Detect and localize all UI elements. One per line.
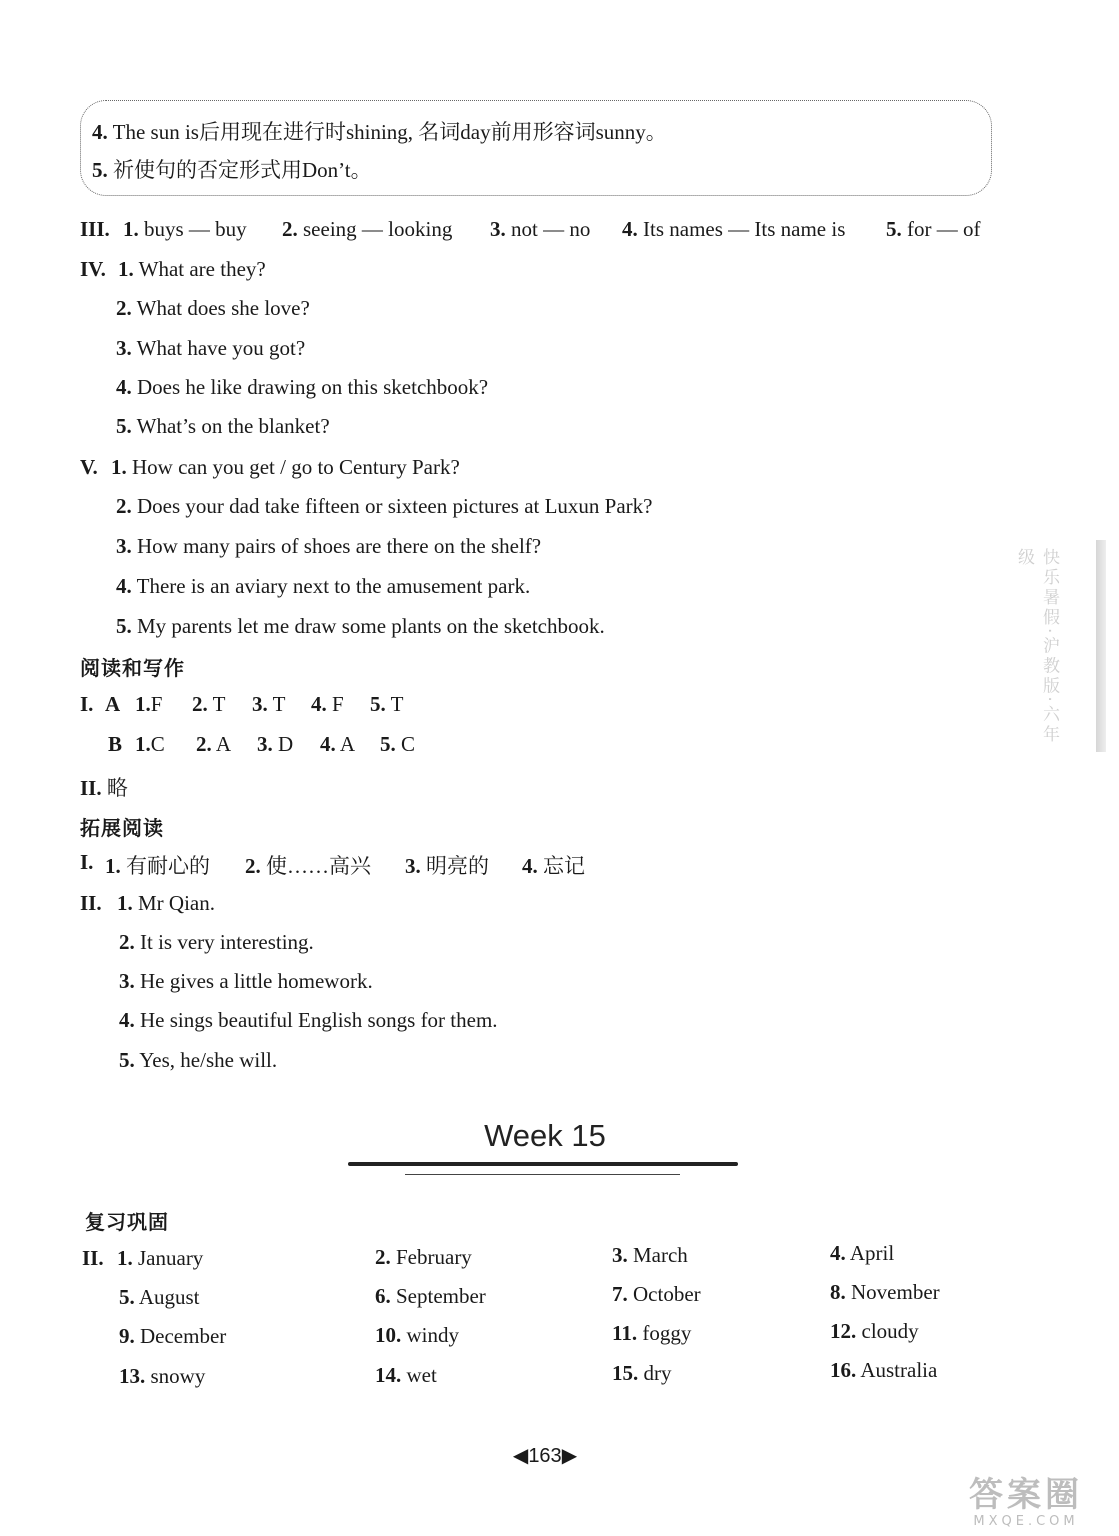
- rw-b-item: 4. A: [320, 732, 356, 756]
- watermark-logo: 答案圈: [969, 1475, 1083, 1515]
- s4-item: 3. What have you got?: [116, 336, 306, 360]
- w15-item: 16. Australia: [830, 1358, 938, 1382]
- right-triangle-icon: ▶: [561, 1445, 578, 1467]
- s5-item: 4. There is an aviary next to the amusement park.: [116, 574, 531, 598]
- er-i-item: 2. 使……高兴: [245, 854, 371, 878]
- rw-b-item: 5. C: [380, 732, 416, 756]
- watermark-url: MXQE.COM: [973, 1514, 1079, 1529]
- section-v-label: V.: [80, 455, 98, 479]
- er-ii-label: II.: [80, 891, 102, 915]
- left-triangle-icon: ◀: [512, 1445, 529, 1467]
- w15-item: 1. January: [117, 1246, 204, 1270]
- er-ii-item: 1. Mr Qian.: [117, 891, 215, 915]
- w15-item: 5. August: [119, 1285, 200, 1309]
- reading-writing-heading: 阅读和写作: [80, 658, 185, 680]
- rw-a-label: A: [105, 692, 121, 716]
- s4-item: 2. What does she love?: [116, 296, 310, 320]
- review-heading: 复习巩固: [85, 1212, 169, 1234]
- s5-item: 3. How many pairs of shoes are there on the shelf?: [116, 534, 542, 558]
- rw-b-label: B: [108, 732, 123, 756]
- s5-item: 2. Does your dad take fifteen or sixteen pictures at Luxun Park?: [116, 494, 653, 518]
- w15-item: 4. April: [830, 1241, 895, 1265]
- w15-item: 8. November: [830, 1280, 940, 1304]
- w15-item: 11. foggy: [612, 1321, 692, 1345]
- note-line-5: 5. 祈使句的否定形式用Don’t。: [92, 158, 372, 182]
- note-line-4: 4. The sun is后用现在进行时shining, 名词day前用形容词sunny。: [92, 120, 667, 144]
- w15-item: 10. windy: [375, 1323, 459, 1347]
- w15-item: 6. September: [375, 1284, 486, 1308]
- er-ii-item: 4. He sings beautiful English songs for them.: [119, 1008, 498, 1032]
- title-rule-thick: [348, 1162, 738, 1166]
- s3-item: 2. seeing — looking: [282, 217, 453, 241]
- w15-item: 2. February: [375, 1245, 472, 1269]
- s3-item: 1. buys — buy: [123, 217, 247, 241]
- side-tab-strip: [1096, 540, 1106, 752]
- er-i-item: 1. 有耐心的: [105, 854, 210, 878]
- s3-item: 4. Its names — Its name is: [622, 217, 846, 241]
- w15-item: 3. March: [612, 1243, 688, 1267]
- rw-b-item: 1.C: [135, 732, 165, 756]
- rw-b-item: 2. A: [196, 732, 232, 756]
- rw-a-item: 1.F: [135, 692, 163, 716]
- week-title: Week 15: [484, 1118, 606, 1153]
- side-tab-text: 快乐暑假·沪教版·六年级: [1014, 548, 1059, 745]
- s5-item: 1. How can you get / go to Century Park?: [111, 455, 460, 479]
- er-ii-item: 2. It is very interesting.: [119, 930, 314, 954]
- er-i-label: I.: [80, 850, 94, 874]
- s4-item: 1. What are they?: [118, 257, 266, 281]
- page-number: ◀163▶: [512, 1445, 578, 1467]
- s3-item: 5. for — of: [886, 217, 981, 241]
- s4-item: 4. Does he like drawing on this sketchbook?: [116, 375, 489, 399]
- w15-item: 15. dry: [612, 1361, 672, 1385]
- s5-item: 5. My parents let me draw some plants on the sketchbook.: [116, 614, 605, 638]
- rw-a-item: 4. F: [311, 692, 344, 716]
- watermark: [936, 1476, 1116, 1534]
- rw-a-item: 3. T: [252, 692, 286, 716]
- rw-a-item: 2. T: [192, 692, 226, 716]
- er-ii-item: 5. Yes, he/she will.: [119, 1048, 278, 1072]
- w15-item: 9. December: [119, 1324, 227, 1348]
- er-i-item: 4. 忘记: [522, 854, 585, 878]
- w15-item: 14. wet: [375, 1363, 437, 1387]
- s3-item: 3. not — no: [490, 217, 591, 241]
- rw-i-label: I.: [80, 692, 94, 716]
- section-iv-label: IV.: [80, 257, 106, 281]
- section-iii-label: III.: [80, 217, 110, 241]
- er-i-item: 3. 明亮的: [405, 854, 489, 878]
- w15-ii-label: II.: [82, 1246, 104, 1270]
- rw-b-item: 3. D: [257, 732, 294, 756]
- w15-item: 7. October: [612, 1282, 701, 1306]
- title-rule-thin: [405, 1174, 680, 1175]
- extended-reading-heading: 拓展阅读: [80, 818, 164, 840]
- rw-a-item: 5. T: [370, 692, 404, 716]
- s4-item: 5. What’s on the blanket?: [116, 414, 330, 438]
- w15-item: 12. cloudy: [830, 1319, 919, 1343]
- rw-ii: II. 略: [80, 776, 128, 800]
- w15-item: 13. snowy: [119, 1364, 206, 1388]
- er-ii-item: 3. He gives a little homework.: [119, 969, 373, 993]
